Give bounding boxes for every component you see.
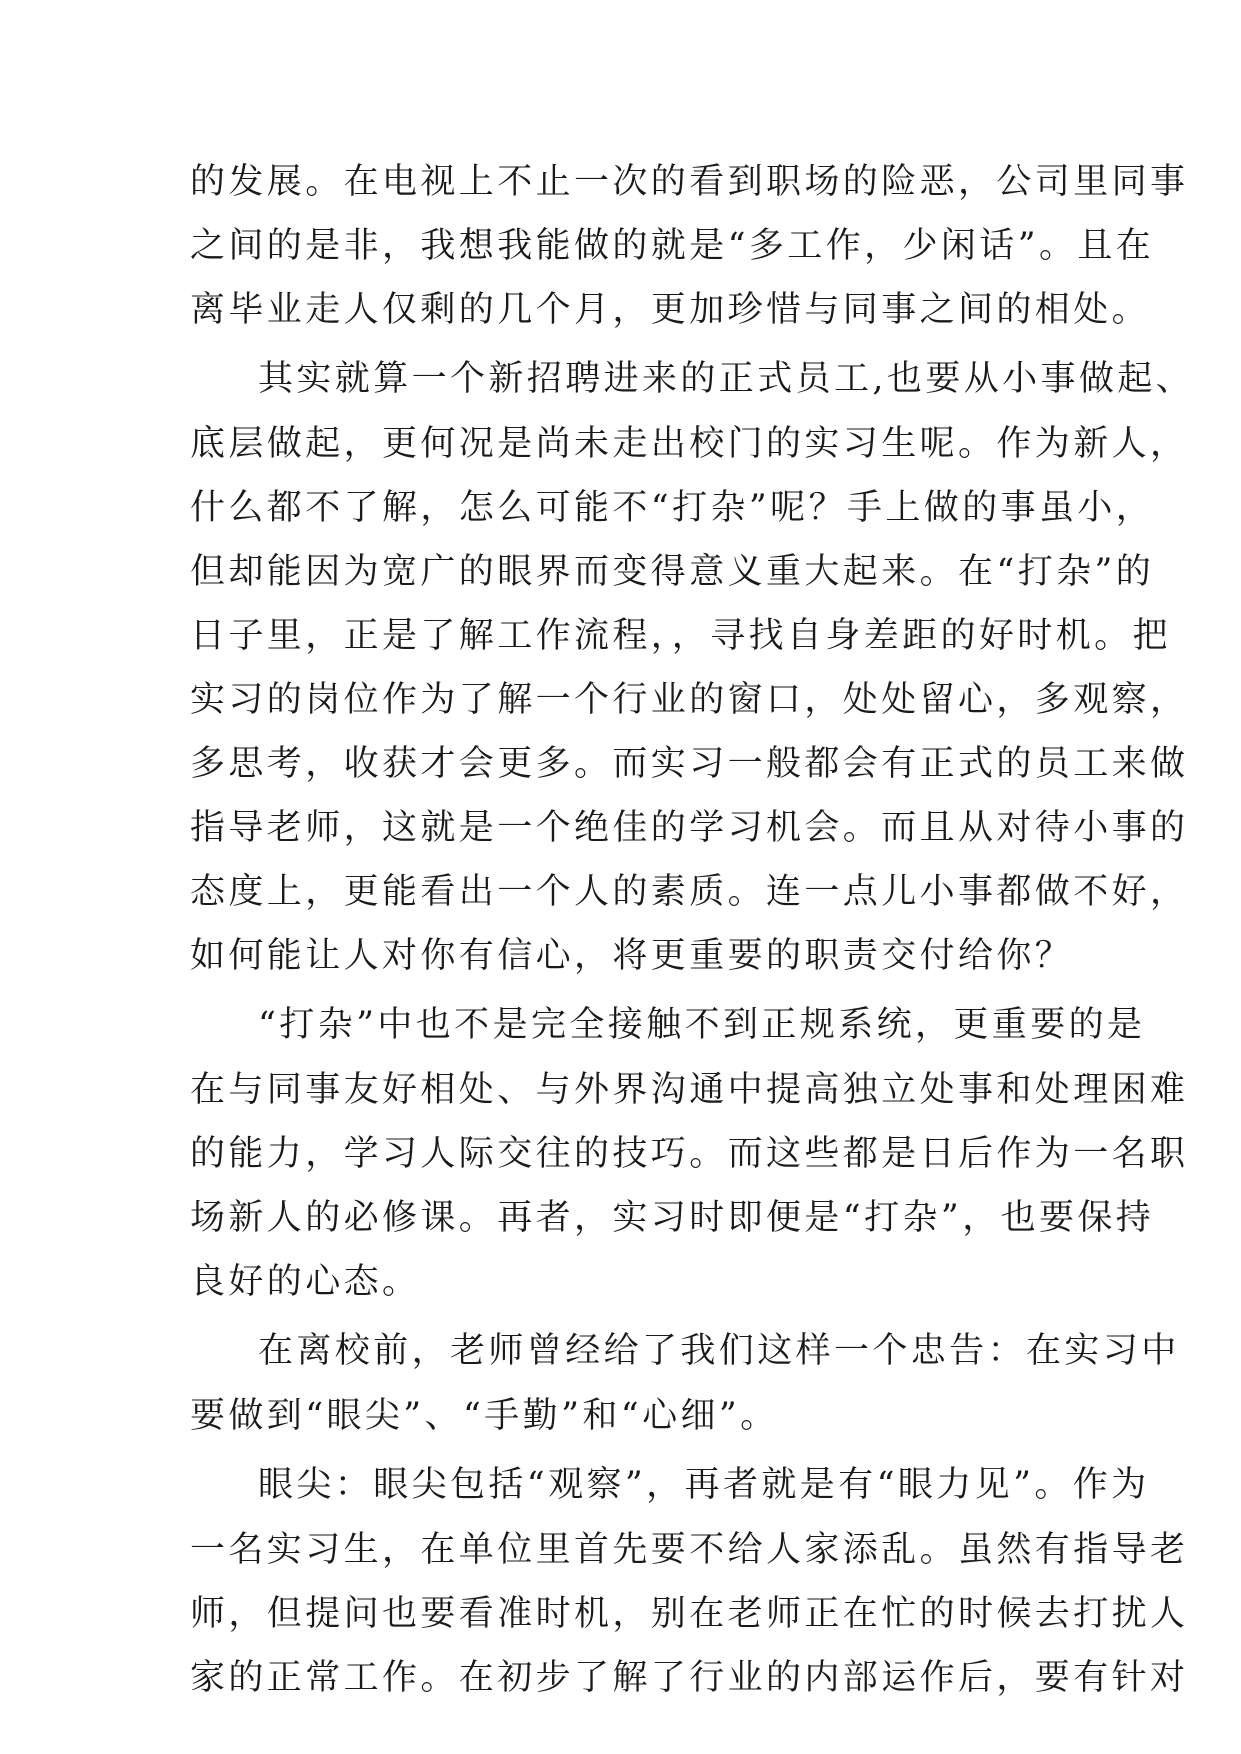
text-line: 师，但提问也要看准时机，别在老师正在忙的时候去打扰人 (190, 1594, 1189, 1634)
paragraph-first-line: 在离校前，老师曾经给了我们这样一个忠告：在实习中 (258, 1331, 1180, 1371)
text-line: 离毕业走人仅剩的几个月，更加珍惜与同事之间的相处。 (190, 290, 1151, 330)
text-line: 如何能让人对你有信心，将更重要的职责交付给你？ (190, 936, 1074, 976)
text-line: 指导老师，这就是一个绝佳的学习机会。而且从对待小事的 (190, 808, 1189, 848)
paragraph-first-line: 眼尖：眼尖包括“观察”，再者就是有“眼力见”。作为 (258, 1465, 1150, 1505)
text-line: 家的正常工作。在初步了解了行业的内部运作后，要有针对 (190, 1658, 1189, 1698)
text-line: 底层做起，更何况是尚未走出校门的实习生呢。作为新人， (190, 424, 1189, 464)
text-line: 良好的心态。 (190, 1262, 421, 1302)
text-line: 一名实习生，在单位里首先要不给人家添乱。虽然有指导老 (190, 1530, 1189, 1570)
paragraph-first-line: 其实就算一个新招聘进来的正式员工,也要从小事做起、 (258, 359, 1195, 399)
text-line: 但却能因为宽广的眼界而变得意义重大起来。在“打杂”的 (190, 552, 1155, 592)
text-line: 日子里，正是了解工作流程，，寻找自身差距的好时机。把 (190, 616, 1171, 656)
text-line: 在与同事友好相处、与外界沟通中提高独立处事和处理困难 (190, 1070, 1189, 1110)
text-line: 要做到“眼尖”、“手勤”和“心细”。 (190, 1396, 779, 1436)
text-line: 态度上，更能看出一个人的素质。连一点儿小事都做不好， (190, 872, 1189, 912)
paragraph-first-line: “打杂”中也不是完全接触不到正规系统，更重要的是 (258, 1005, 1146, 1045)
text-line: 之间的是非，我想我能做的就是“多工作，少闲话”。且在 (190, 226, 1155, 266)
text-line: 多思考，收获才会更多。而实习一般都会有正式的员工来做 (190, 744, 1189, 784)
text-line: 什么都不了解，怎么可能不“打杂”呢？手上做的事虽小， (190, 488, 1155, 528)
text-line: 的发展。在电视上不止一次的看到职场的险恶，公司里同事 (190, 162, 1189, 202)
text-line: 场新人的必修课。再者，实习时即便是“打杂”，也要保持 (190, 1198, 1155, 1238)
text-line: 的能力，学习人际交往的技巧。而这些都是日后作为一名职 (190, 1134, 1189, 1174)
text-line: 实习的岗位作为了解一个行业的窗口，处处留心，多观察， (190, 680, 1189, 720)
